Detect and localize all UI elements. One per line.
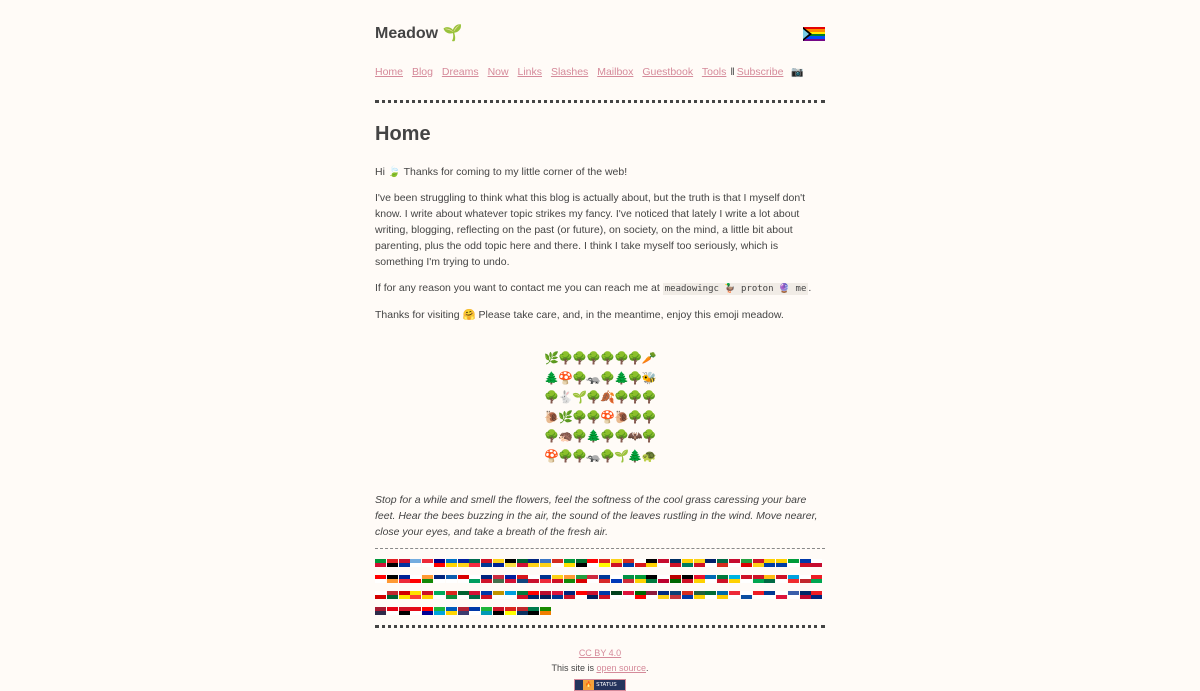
nav-link-links[interactable]: Links <box>517 66 543 78</box>
country-flag-icon[interactable] <box>399 575 410 583</box>
country-flag-icon[interactable] <box>587 575 598 583</box>
footer-divider <box>375 625 825 628</box>
country-flag-icon[interactable] <box>717 591 728 599</box>
country-flag-icon[interactable] <box>375 591 386 599</box>
country-flag-icon[interactable] <box>434 591 445 599</box>
country-flag-icon[interactable] <box>764 559 775 567</box>
country-flag-icon[interactable] <box>422 591 433 599</box>
country-flag-icon[interactable] <box>375 559 386 567</box>
page <box>375 0 825 691</box>
meadow-row: 🍄🌳🌳🦡🌳🌱🌲🐢 <box>544 448 656 463</box>
country-flag-icon[interactable] <box>493 575 504 583</box>
country-flag-icon[interactable] <box>458 559 469 567</box>
country-flag-icon[interactable] <box>481 559 492 567</box>
country-flag-icon[interactable] <box>505 559 516 567</box>
country-flag-icon[interactable] <box>788 559 799 567</box>
country-flag-icon[interactable] <box>800 575 811 583</box>
country-flag-icon[interactable] <box>481 591 492 599</box>
country-flag-icon[interactable] <box>517 591 528 599</box>
country-flag-icon[interactable] <box>422 559 433 567</box>
country-flag-icon[interactable] <box>670 591 681 599</box>
country-flag-icon[interactable] <box>705 559 716 567</box>
country-flag-icon[interactable] <box>729 559 740 567</box>
country-flag-icon[interactable] <box>458 591 469 599</box>
country-flag-icon[interactable] <box>446 559 457 567</box>
country-flag-icon[interactable] <box>410 575 421 583</box>
country-flag-icon[interactable] <box>469 575 480 583</box>
country-flag-icon[interactable] <box>493 607 504 615</box>
country-flag-icon[interactable] <box>694 559 705 567</box>
country-flag-icon[interactable] <box>800 559 811 567</box>
country-flag-icon[interactable] <box>481 607 492 615</box>
country-flag-icon[interactable] <box>764 575 775 583</box>
country-flag-icon[interactable] <box>646 591 657 599</box>
progress-pride-flag-icon <box>803 27 825 41</box>
country-flag-icon[interactable] <box>717 559 728 567</box>
meadow-row: 🐌🌿🌳🌳🍄🐌🌳🌳 <box>544 409 656 424</box>
meadow-row: 🌳🦔🌳🌲🌳🌳🦇🌳 <box>544 429 656 443</box>
country-flag-icon[interactable] <box>741 575 752 583</box>
country-flag-icon[interactable] <box>552 591 563 599</box>
country-flag-icon[interactable] <box>387 559 398 567</box>
country-flag-icon[interactable] <box>753 591 764 599</box>
nav-link-blog[interactable]: Blog <box>411 66 433 78</box>
nav-link-slashes[interactable]: Slashes <box>550 66 589 78</box>
country-flag-icon[interactable] <box>517 559 528 567</box>
country-flag-icon[interactable] <box>635 559 646 567</box>
country-flag-icon[interactable] <box>528 591 539 599</box>
country-flag-icon[interactable] <box>564 575 575 583</box>
country-flag-icon[interactable] <box>717 575 728 583</box>
country-flag-icon[interactable] <box>434 575 445 583</box>
country-flag-icon[interactable] <box>729 575 740 583</box>
country-flag-icon[interactable] <box>599 575 610 583</box>
country-flag-icon[interactable] <box>446 607 457 615</box>
nav-link-home[interactable]: Home <box>375 66 404 78</box>
country-flag-icon[interactable] <box>776 591 787 599</box>
country-flag-icon[interactable] <box>811 559 822 567</box>
country-flag-icon[interactable] <box>387 591 398 599</box>
country-flag-icon[interactable] <box>399 591 410 599</box>
site-header <box>375 0 825 64</box>
country-flag-icon[interactable] <box>446 591 457 599</box>
emoji-meadow <box>535 349 665 466</box>
country-flag-icon[interactable] <box>517 575 528 583</box>
country-flag-icon[interactable] <box>540 591 551 599</box>
country-flag-icon[interactable] <box>410 607 421 615</box>
country-flag-icon[interactable] <box>623 559 634 567</box>
nav-separator: ‖ <box>730 66 735 78</box>
flags-divider-top <box>375 548 825 549</box>
country-flag-icon[interactable] <box>399 607 410 615</box>
country-flag-icon[interactable] <box>623 591 634 599</box>
country-flag-icon[interactable] <box>611 575 622 583</box>
country-flag-icon[interactable] <box>434 559 445 567</box>
country-flag-icon[interactable] <box>564 591 575 599</box>
country-flag-icon[interactable] <box>788 591 799 599</box>
source-link[interactable]: open source <box>596 663 647 673</box>
country-flag-icon[interactable] <box>599 559 610 567</box>
country-flag-icon[interactable] <box>540 607 551 615</box>
contact-email: meadowingc 🦆 proton 🔮 me <box>664 284 807 294</box>
thanks-text: Thanks for visiting 🤗 Please take care, and, in the meantime, enjoy this emoji meadow. <box>375 309 784 321</box>
country-flag-icon[interactable] <box>753 559 764 567</box>
nav-link-dreams[interactable]: Dreams <box>441 66 479 78</box>
country-flag-icon[interactable] <box>599 591 610 599</box>
contact-suffix: . <box>808 282 812 294</box>
country-flag-icon[interactable] <box>729 591 740 599</box>
country-flag-icon[interactable] <box>422 607 433 615</box>
country-flag-icon[interactable] <box>670 559 681 567</box>
site-title[interactable]: Meadow 🌱 <box>375 25 463 42</box>
country-flag-icon[interactable] <box>658 575 669 583</box>
country-flag-icon[interactable] <box>458 575 469 583</box>
country-flag-icon[interactable] <box>705 591 716 599</box>
country-flag-icon[interactable] <box>469 591 480 599</box>
source-text <box>375 661 825 676</box>
fire-icon: 🔥 <box>585 682 593 688</box>
country-flag-icon[interactable] <box>788 575 799 583</box>
country-flag-icon[interactable] <box>694 591 705 599</box>
country-flag-icon[interactable] <box>576 559 587 567</box>
country-flag-icon[interactable] <box>635 591 646 599</box>
status-label: STATUS <box>596 682 617 688</box>
country-flag-icon[interactable] <box>670 575 681 583</box>
country-flag-icon[interactable] <box>682 575 693 583</box>
country-flag-icon[interactable] <box>682 559 693 567</box>
country-flag-icon[interactable] <box>528 559 539 567</box>
country-flag-icon[interactable] <box>564 559 575 567</box>
country-flag-icon[interactable] <box>658 591 669 599</box>
country-flag-icon[interactable] <box>469 559 480 567</box>
country-flag-icon[interactable] <box>540 575 551 583</box>
meadow-row: 🌲🍄🌳🦡🌳🌲🌳🐝 <box>544 370 656 385</box>
source-prefix: This site is <box>551 663 597 673</box>
country-flag-icon[interactable] <box>658 559 669 567</box>
source-suffix: . <box>646 663 649 673</box>
country-flag-icon[interactable] <box>705 575 716 583</box>
country-flag-icon[interactable] <box>493 559 504 567</box>
country-flag-icon[interactable] <box>576 575 587 583</box>
country-flag-icon[interactable] <box>399 559 410 567</box>
main-content <box>375 122 825 628</box>
country-flag-icon[interactable] <box>481 575 492 583</box>
country-flag-icon[interactable] <box>375 575 386 583</box>
camera-icon[interactable]: 📷 <box>791 67 804 78</box>
contact-prefix: If for any reason you want to contact me you can reach me at <box>375 282 663 294</box>
country-flag-icon[interactable] <box>753 575 764 583</box>
country-flag-icon[interactable] <box>375 607 386 615</box>
country-flag-icon[interactable] <box>741 591 752 599</box>
main-nav <box>375 64 825 100</box>
country-flag-icon[interactable] <box>611 591 622 599</box>
country-flag-icon[interactable] <box>623 575 634 583</box>
site-footer <box>375 646 825 691</box>
country-flag-icon[interactable] <box>646 575 657 583</box>
country-flag-icon[interactable] <box>811 575 822 583</box>
country-flag-icon[interactable] <box>505 591 516 599</box>
country-flag-icon[interactable] <box>469 607 480 615</box>
country-flag-icon[interactable] <box>446 575 457 583</box>
status-badge[interactable] <box>574 679 626 691</box>
country-flag-icon[interactable] <box>811 591 822 599</box>
country-flag-icon[interactable] <box>505 607 516 615</box>
page-title: Home <box>375 123 431 145</box>
country-flag-icon[interactable] <box>410 591 421 599</box>
greeting-text: Hi 🍃 Thanks for coming to my little corner of the web! <box>375 166 628 178</box>
country-flag-icon[interactable] <box>387 607 398 615</box>
country-flag-icon[interactable] <box>611 559 622 567</box>
meadow-row: 🌿🌳🌳🌳🌳🌳🌳🥕 <box>544 351 656 365</box>
country-flag-icon[interactable] <box>694 575 705 583</box>
license-link[interactable]: CC BY 4.0 <box>578 648 622 658</box>
country-flag-icon[interactable] <box>646 559 657 567</box>
contact-text <box>375 280 825 297</box>
country-flag-icon[interactable] <box>387 575 398 583</box>
nav-link-guestbook[interactable]: Guestbook <box>642 66 694 78</box>
country-flag-icon[interactable] <box>528 607 539 615</box>
country-flag-icon[interactable] <box>682 591 693 599</box>
nav-link-now[interactable]: Now <box>487 66 509 78</box>
country-flag-icon[interactable] <box>422 575 433 583</box>
country-flag-icon[interactable] <box>776 559 787 567</box>
country-flag-icon[interactable] <box>505 575 516 583</box>
country-flag-icon[interactable] <box>764 591 775 599</box>
header-divider <box>375 100 825 103</box>
country-flag-icon[interactable] <box>528 575 539 583</box>
country-flag-icon[interactable] <box>587 591 598 599</box>
country-flag-icon[interactable] <box>552 559 563 567</box>
country-flag-icon[interactable] <box>776 575 787 583</box>
country-flag-icon[interactable] <box>552 575 563 583</box>
country-flag-icon[interactable] <box>434 607 445 615</box>
country-flag-icon[interactable] <box>458 607 469 615</box>
country-flag-icon[interactable] <box>410 559 421 567</box>
meadow-quote: Stop for a while and smell the flowers, feel the softness of the cool grass caressing your bare feet. Hear the bees buzzing in the air, the sound of the leaves rustling in the wind. Move nearer, close your eyes, and take a breath of the fresh air. <box>375 494 818 538</box>
country-flag-icon[interactable] <box>576 591 587 599</box>
country-flag-icon[interactable] <box>587 559 598 567</box>
country-flag-icon[interactable] <box>517 607 528 615</box>
nav-link-mailbox[interactable]: Mailbox <box>597 66 634 78</box>
country-flag-icon[interactable] <box>635 575 646 583</box>
about-text: I've been struggling to think what this blog is actually about, but the truth is that I myself don't know. I write about whatever topic strikes my fancy. I've noticed that lately I write a lot about writing, blogging, reflecting on the past (or future), on society, on the mind, a little bit about parenting, plus the odd topic here and there. I think I take myself too seriously, which is something I'm trying to undo. <box>375 192 806 268</box>
country-flag-icon[interactable] <box>493 591 504 599</box>
country-flag-icon[interactable] <box>800 591 811 599</box>
flag-webring <box>375 555 825 619</box>
country-flag-icon[interactable] <box>741 559 752 567</box>
nav-link-tools[interactable]: Tools <box>701 66 727 78</box>
country-flag-icon[interactable] <box>540 559 551 567</box>
meadow-row: 🌳🐇🌱🌳🍂🌳🌳🌳 <box>544 390 656 404</box>
nav-link-subscribe[interactable]: Subscribe <box>736 66 784 78</box>
